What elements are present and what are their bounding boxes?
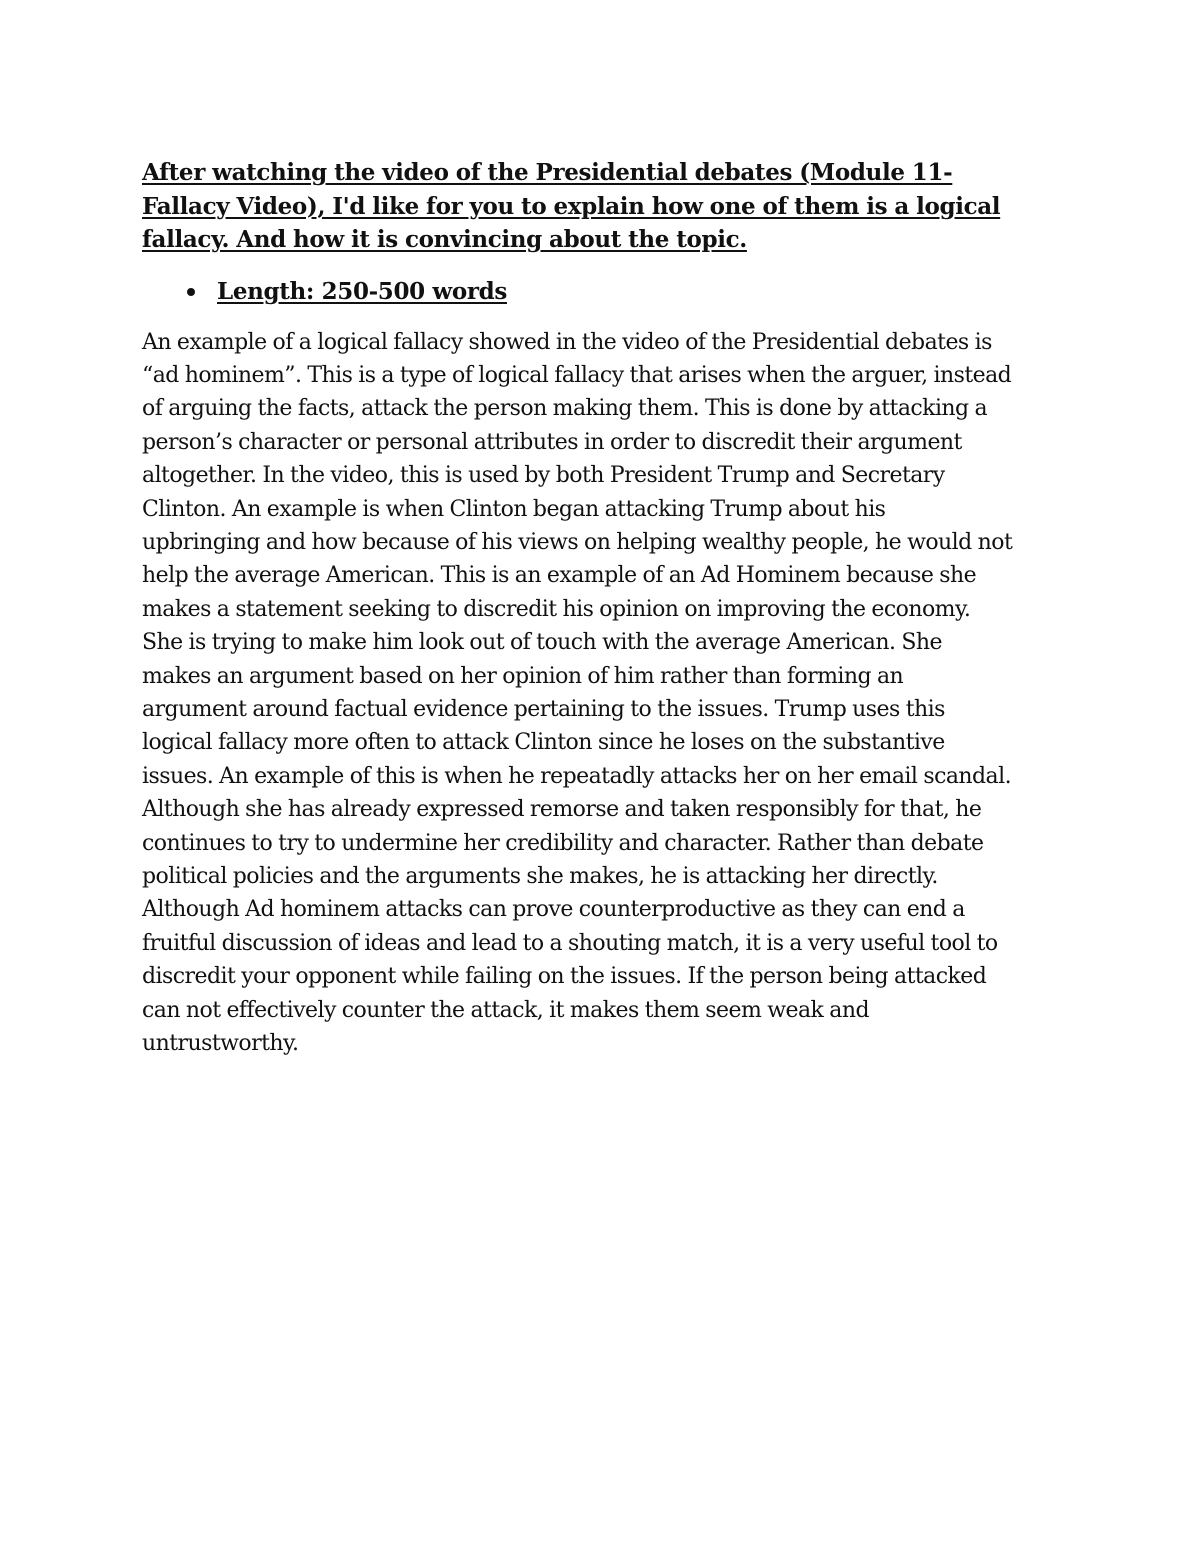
answer-line: continues to try to undermine her credibility and character. Rather than debate <box>142 830 984 856</box>
answer-line: issues. An example of this is when he repeatadly attacks her on her email scandal. <box>142 763 1012 789</box>
requirements-list <box>142 275 1072 308</box>
document-body <box>142 156 1072 1060</box>
length-requirement: Length: 250-500 words <box>217 277 507 305</box>
answer-line: can not effectively counter the attack, it makes them seem weak and <box>142 997 869 1023</box>
answer-line: Although she has already expressed remorse and taken responsibly for that, he <box>142 797 982 823</box>
prompt-line: After watching the video of the Presidential debates (Module 11- <box>142 159 953 186</box>
answer-line: logical fallacy more often to attack Clinton since he loses on the substantive <box>142 730 945 756</box>
answer-line: argument around factual evidence pertaining to the issues. Trump uses this <box>142 696 945 722</box>
answer-line: political policies and the arguments she makes, he is attacking her directly. <box>142 864 938 889</box>
answer-line: untrustworthy. <box>142 1031 299 1057</box>
prompt-line: Fallacy Video), I'd like for you to explain how one of them is a logical <box>142 192 1001 220</box>
answer-line: An example of a logical fallacy showed in the video of the Presidential debates is <box>142 329 992 355</box>
answer-line: “ad hominem”. This is a type of logical fallacy that arises when the arguer, instead <box>142 362 1012 388</box>
answer-line: Although Ad hominem attacks can prove counterproductive as they can end a <box>142 897 965 923</box>
answer-line: makes a statement seeking to discredit his opinion on improving the economy. <box>142 596 971 622</box>
bullet-icon <box>187 288 195 296</box>
answer-line: She is trying to make him look out of touch with the average American. She <box>142 630 942 656</box>
answer-line: of arguing the facts, attack the person making them. This is done by attacking a <box>142 396 988 422</box>
requirement-item <box>217 275 1072 308</box>
answer-line: makes an argument based on her opinion of him rather than forming an <box>142 663 904 689</box>
prompt-line: fallacy. And how it is convincing about the topic. <box>142 226 747 253</box>
answer-line: Clinton. An example is when Clinton began attacking Trump about his <box>142 496 886 522</box>
answer-line: fruitful discussion of ideas and lead to a shouting match, it is a very useful tool to <box>142 930 998 956</box>
answer-line: help the average American. This is an example of an Ad Hominem because she <box>142 563 977 589</box>
answer-line: upbringing and how because of his views on helping wealthy people, he would not <box>142 529 1013 555</box>
answer-line: person’s character or personal attributes in order to discredit their argument <box>142 429 962 455</box>
answer-line: discredit your opponent while failing on the issues. If the person being attacked <box>142 964 987 990</box>
answer-paragraph <box>142 326 1072 1061</box>
answer-line: altogether. In the video, this is used by both President Trump and Secretary <box>142 463 945 489</box>
assignment-prompt <box>142 156 1072 257</box>
